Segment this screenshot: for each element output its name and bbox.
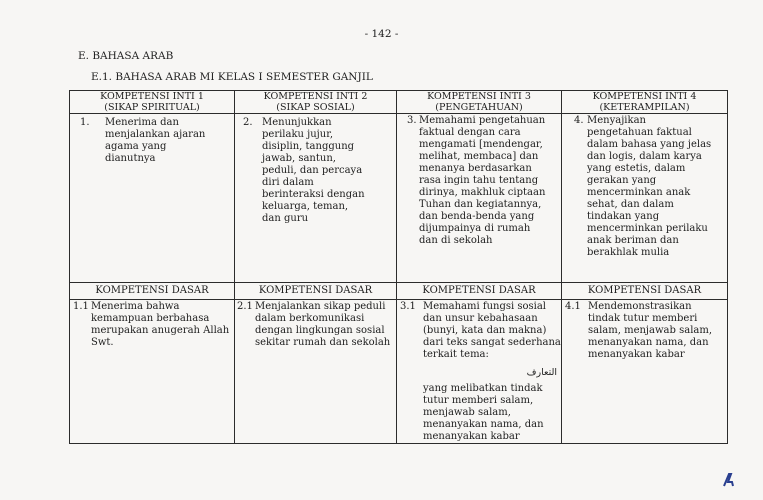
ki-cell-2 (235, 114, 397, 283)
text-line: pengetahuan faktual (587, 127, 692, 138)
section-title: E. BAHASA ARAB (78, 50, 174, 62)
text-line: faktual dengan cara (419, 127, 521, 138)
text-line: Menyajikan (587, 115, 646, 126)
ki-header-2 (235, 91, 397, 114)
text-line: yang estetis, dalam (587, 163, 686, 174)
text-line: tindakan yang (587, 211, 660, 222)
text-line: terkait tema: (423, 349, 489, 360)
text-line: Memahami fungsi sosial (423, 301, 546, 312)
ki-header-title: KOMPETENSI INTI 4 (592, 91, 697, 102)
text-line: tindak tutur memberi (588, 313, 698, 324)
text-line: menanyakan kabar (588, 349, 685, 360)
arabic-theme-word: التعارف (526, 367, 557, 378)
text-line: perilaku jujur, (262, 129, 334, 140)
text-line: sehat, dan dalam (587, 199, 674, 210)
kd-number: 4.1 (565, 301, 581, 312)
kd-cell-1 (70, 300, 235, 444)
kd-cell-3 (397, 300, 562, 444)
text-line: dan benda-benda yang (419, 211, 535, 222)
kd-item (397, 300, 561, 443)
ki-item (70, 114, 234, 165)
ki-item (235, 114, 396, 225)
text-line: Menjalankan sikap peduli (255, 301, 386, 312)
text-line: jawab, santun, (262, 153, 336, 164)
text-line: menjalankan ajaran (105, 129, 206, 140)
text-line: dan di sekolah (419, 235, 493, 246)
ki-text (262, 117, 396, 225)
text-line: Menerima dan (105, 117, 179, 128)
text-line: mengamati [mendengar, (419, 139, 543, 150)
text-line: yang melibatkan tindak (423, 383, 543, 394)
competency-table (69, 90, 728, 444)
ki-number: 3. (407, 115, 417, 126)
text-line: peduli, dan percaya (262, 165, 363, 176)
text-line: Menunjukkan (262, 117, 332, 128)
text-line: mencerminkan anak (587, 187, 691, 198)
ki-header-subtitle: (SIKAP SPIRITUAL) (104, 101, 200, 113)
text-line: (bunyi, kata dan makna) (423, 325, 547, 336)
text-line: melihat, membaca] dan (419, 151, 539, 162)
ki-header-4 (562, 91, 728, 114)
text-line: gerakan yang (587, 175, 657, 186)
ki-header-row (70, 91, 728, 114)
text-line: dirinya, makhluk ciptaan (419, 187, 546, 198)
text-line: dan guru (262, 213, 309, 224)
ki-header-title: KOMPETENSI INTI 1 (100, 91, 204, 102)
text-line: dan unsur kebahasaan (423, 313, 538, 324)
kd-item (70, 300, 234, 349)
ki-number: 4. (574, 115, 584, 126)
text-line: keluarga, teman, (262, 201, 349, 212)
corner-mark-icon (722, 472, 734, 492)
kd-header-3: KOMPETENSI DASAR (397, 283, 562, 300)
text-line: agama yang (105, 141, 167, 152)
text-line: dalam bahasa yang jelas (587, 139, 712, 150)
text-line: dijumpainya di rumah (419, 223, 531, 234)
text-line: salam, menjawab salam, (588, 325, 713, 336)
text-line: dalam berkomunikasi (255, 313, 365, 324)
text-line: mencerminkan perilaku (587, 223, 708, 234)
text-line: dengan lingkungan sosial (255, 325, 385, 336)
text-line: merupakan anugerah Allah (91, 325, 230, 336)
text-line: Mendemonstrasikan (588, 301, 692, 312)
text-line: diri dalam (262, 177, 314, 188)
kd-number: 1.1 (73, 301, 89, 312)
page-number: - 142 - (364, 28, 399, 40)
text-line: berinteraksi dengan (262, 189, 365, 200)
kd-text (588, 301, 727, 361)
kd-text (423, 301, 561, 443)
text-line: berakhlak mulia (587, 247, 670, 258)
kd-header-4: KOMPETENSI DASAR (562, 283, 728, 300)
text-line: kemampuan berbahasa (91, 313, 210, 324)
kd-text (255, 301, 396, 349)
text-line: tutur memberi salam, (423, 395, 534, 406)
text-line: Memahami pengetahuan (419, 115, 546, 126)
text-line: menanya berdasarkan (419, 163, 532, 174)
text-line: anak beriman dan (587, 235, 679, 246)
ki-header-subtitle: (SIKAP SOSIAL) (276, 101, 355, 113)
text-line: menanyakan kabar (423, 431, 520, 442)
text-line: rasa ingin tahu tentang (419, 175, 539, 186)
ki-cell-3 (397, 114, 562, 283)
ki-header-subtitle: (KETERAMPILAN) (599, 101, 690, 113)
text-line: dianutnya (105, 153, 156, 164)
kd-number: 2.1 (237, 301, 253, 312)
ki-cell-1 (70, 114, 235, 283)
ki-number: 2. (243, 117, 253, 128)
ki-text (419, 115, 561, 247)
kd-header-row (70, 283, 728, 300)
text-line: Swt. (91, 337, 114, 348)
kd-cell-2 (235, 300, 397, 444)
ki-item (397, 114, 561, 247)
text-line: Menerima bahwa (91, 301, 180, 312)
ki-header-title: KOMPETENSI INTI 3 (427, 91, 531, 102)
text-line: Tuhan dan kegiatannya, (419, 199, 542, 210)
kd-header-2: KOMPETENSI DASAR (235, 283, 397, 300)
kd-header-1: KOMPETENSI DASAR (70, 283, 235, 300)
text-line: disiplin, tanggung (262, 141, 355, 152)
ki-cell-4 (562, 114, 728, 283)
kd-text (91, 301, 234, 349)
text-line: dan logis, dalam karya (587, 151, 702, 162)
ki-item (562, 114, 727, 259)
table-title: E.1. BAHASA ARAB MI KELAS I SEMESTER GANJIL (91, 71, 373, 83)
kd-cell-4 (562, 300, 728, 444)
text-line: menjawab salam, (423, 407, 511, 418)
kd-number: 3.1 (400, 301, 416, 312)
text-line: sekitar rumah dan sekolah (255, 337, 391, 348)
kd-item (562, 300, 727, 361)
ki-header-subtitle: (PENGETAHUAN) (435, 101, 523, 113)
ki-header-title: KOMPETENSI INTI 2 (263, 91, 368, 102)
text-line: menanyakan nama, dan (423, 419, 544, 430)
text-line: dari teks sangat sederhana (423, 337, 561, 348)
ki-header-3 (397, 91, 562, 114)
ki-number: 1. (80, 117, 90, 128)
ki-text (587, 115, 727, 259)
ki-header-1 (70, 91, 235, 114)
kd-content-row (70, 300, 728, 444)
kd-item (235, 300, 396, 349)
ki-content-row (70, 114, 728, 283)
ki-text (105, 117, 234, 165)
text-line: menanyakan nama, dan (588, 337, 709, 348)
